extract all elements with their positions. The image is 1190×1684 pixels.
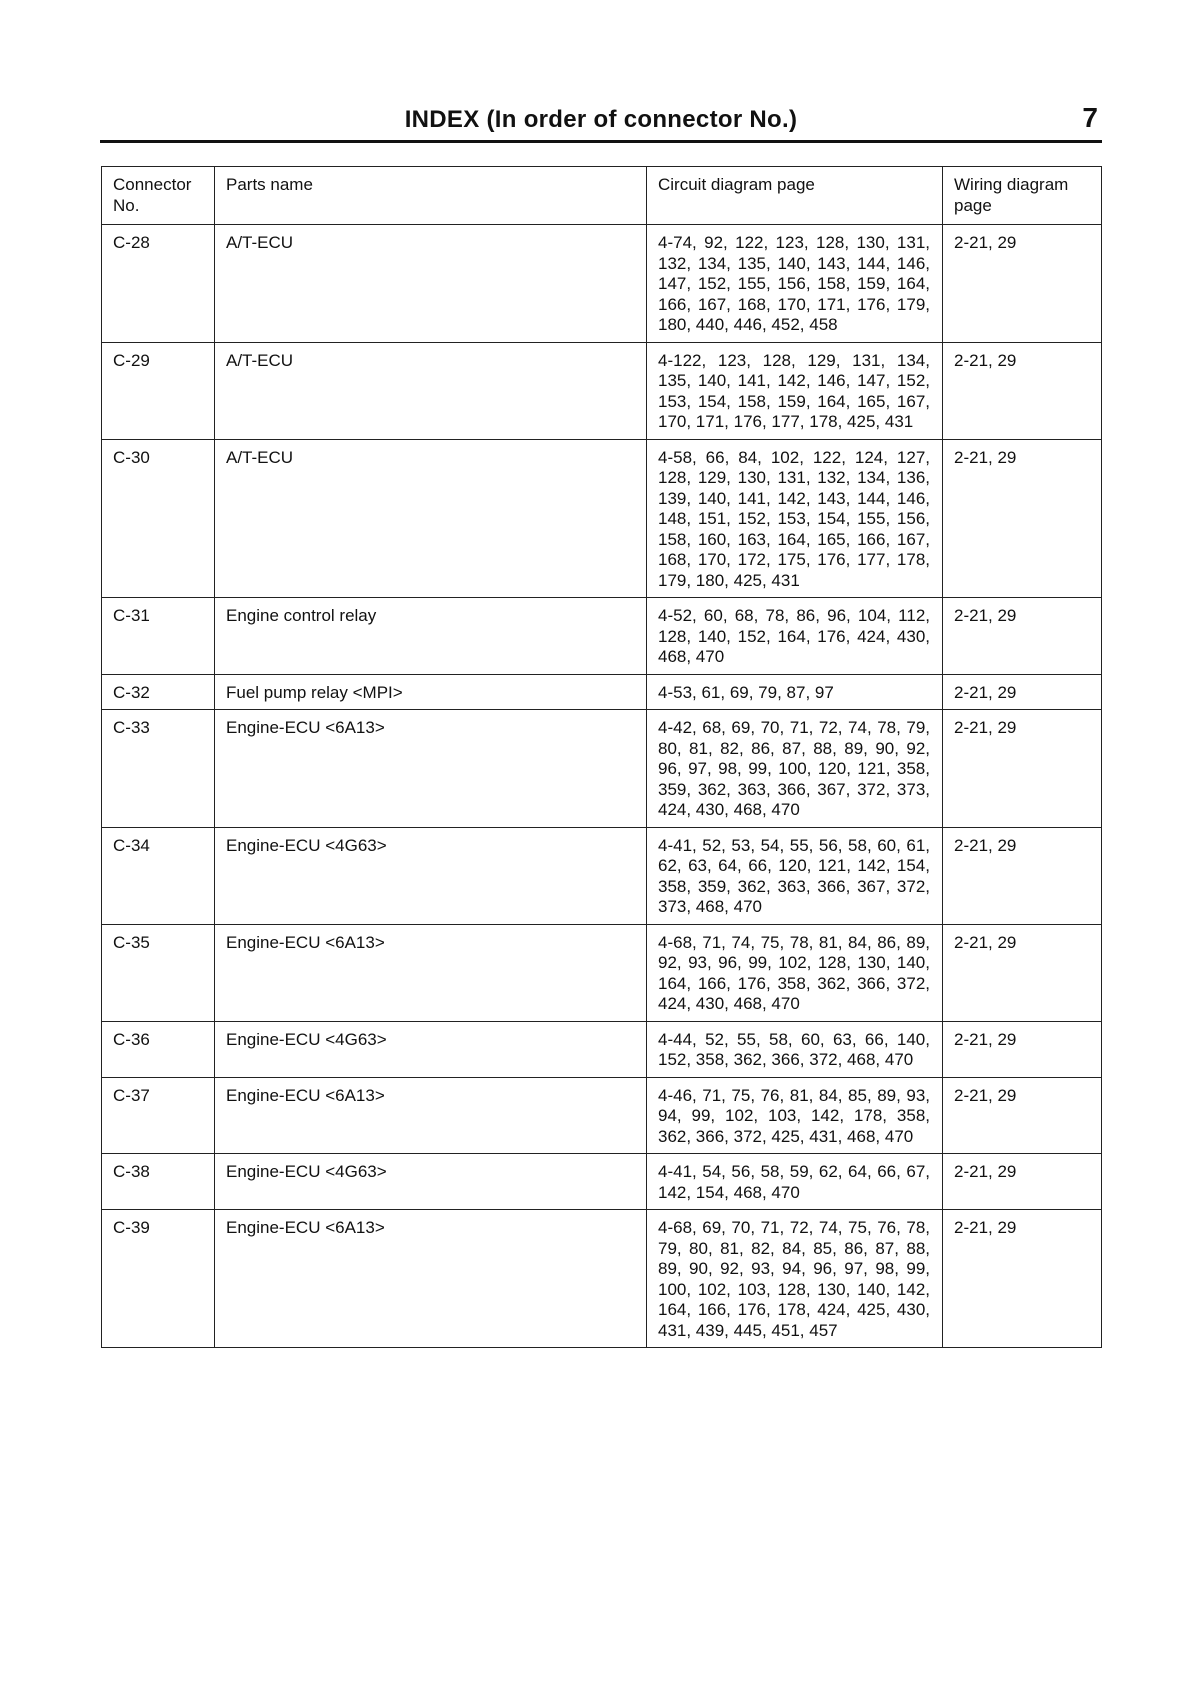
circuit-page-cell: 4-41, 54, 56, 58, 59, 62, 64, 66, 67, 142, 154, 468, 470 <box>647 1154 943 1210</box>
wiring-page-cell: 2-21, 29 <box>943 225 1102 343</box>
page-header <box>100 100 1102 143</box>
connector-cell: C-33 <box>102 710 215 828</box>
parts-name-cell: A/T-ECU <box>215 342 647 439</box>
wiring-page-cell: 2-21, 29 <box>943 1154 1102 1210</box>
circuit-page-cell: 4-44, 52, 55, 58, 60, 63, 66, 140, 152, 358, 362, 366, 372, 468, 470 <box>647 1021 943 1077</box>
wiring-page-cell: 2-21, 29 <box>943 1021 1102 1077</box>
connector-cell: C-28 <box>102 225 215 343</box>
parts-name-cell: Engine-ECU <4G63> <box>215 827 647 924</box>
parts-name-cell: Engine-ECU <6A13> <box>215 1210 647 1348</box>
parts-name-cell: Fuel pump relay <MPI> <box>215 674 647 710</box>
wiring-page-cell: 2-21, 29 <box>943 342 1102 439</box>
connector-cell: C-39 <box>102 1210 215 1348</box>
connector-cell: C-31 <box>102 598 215 675</box>
wiring-page-cell: 2-21, 29 <box>943 598 1102 675</box>
wiring-page-cell: 2-21, 29 <box>943 710 1102 828</box>
circuit-page-cell: 4-53, 61, 69, 79, 87, 97 <box>647 674 943 710</box>
table-row <box>102 1077 1102 1154</box>
connector-cell: C-30 <box>102 439 215 598</box>
column-header-parts-name: Parts name <box>215 167 647 225</box>
wiring-page-cell: 2-21, 29 <box>943 1210 1102 1348</box>
wiring-page-cell: 2-21, 29 <box>943 674 1102 710</box>
connector-cell: C-32 <box>102 674 215 710</box>
column-header-wiring-page: Wiring diagram page <box>943 167 1102 225</box>
connector-cell: C-34 <box>102 827 215 924</box>
connector-cell: C-35 <box>102 924 215 1021</box>
table-row <box>102 827 1102 924</box>
wiring-page-cell: 2-21, 29 <box>943 924 1102 1021</box>
table-row <box>102 1021 1102 1077</box>
table-row <box>102 225 1102 343</box>
circuit-page-cell: 4-122, 123, 128, 129, 131, 134, 135, 140, 141, 142, 146, 147, 152, 153, 154, 158, 159, 164, 165, 167, 170, 171, 176, 177, 178, 425, 431 <box>647 342 943 439</box>
parts-name-cell: A/T-ECU <box>215 439 647 598</box>
column-header-connector: Connector No. <box>102 167 215 225</box>
page-number: 7 <box>1082 102 1098 133</box>
parts-name-cell: Engine-ECU <4G63> <box>215 1021 647 1077</box>
connector-cell: C-37 <box>102 1077 215 1154</box>
table-row <box>102 674 1102 710</box>
parts-name-cell: A/T-ECU <box>215 225 647 343</box>
connector-cell: C-36 <box>102 1021 215 1077</box>
parts-name-cell: Engine-ECU <6A13> <box>215 1077 647 1154</box>
table-row <box>102 710 1102 828</box>
circuit-page-cell: 4-68, 71, 74, 75, 78, 81, 84, 86, 89, 92, 93, 96, 99, 102, 128, 130, 140, 164, 166, 176, 358, 362, 366, 372, 424, 430, 468, 470 <box>647 924 943 1021</box>
table-row <box>102 598 1102 675</box>
circuit-page-cell: 4-74, 92, 122, 123, 128, 130, 131, 132, 134, 135, 140, 143, 144, 146, 147, 152, 155, 156, 158, 159, 164, 166, 167, 168, 170, 171, 176, 179, 180, 440, 446, 452, 458 <box>647 225 943 343</box>
table-row <box>102 924 1102 1021</box>
circuit-page-cell: 4-58, 66, 84, 102, 122, 124, 127, 128, 129, 130, 131, 132, 134, 136, 139, 140, 141, 142, 143, 144, 146, 148, 151, 152, 153, 154, 155, 156, 158, 160, 163, 164, 165, 166, 167, 168, 170, 172, 175, 176, 177, 178, 179, 180, 425, 431 <box>647 439 943 598</box>
table-row <box>102 439 1102 598</box>
page-title: INDEX (In order of connector No.) <box>404 106 798 133</box>
circuit-page-cell: 4-41, 52, 53, 54, 55, 56, 58, 60, 61, 62, 63, 64, 66, 120, 121, 142, 154, 358, 359, 362, 363, 366, 367, 372, 373, 468, 470 <box>647 827 943 924</box>
wiring-page-cell: 2-21, 29 <box>943 439 1102 598</box>
parts-name-cell: Engine-ECU <4G63> <box>215 1154 647 1210</box>
parts-name-cell: Engine-ECU <6A13> <box>215 924 647 1021</box>
circuit-page-cell: 4-42, 68, 69, 70, 71, 72, 74, 78, 79, 80, 81, 82, 86, 87, 88, 89, 90, 92, 96, 97, 98, 99, 100, 120, 121, 358, 359, 362, 363, 366, 367, 372, 373, 424, 430, 468, 470 <box>647 710 943 828</box>
parts-name-cell: Engine control relay <box>215 598 647 675</box>
table-row <box>102 342 1102 439</box>
wiring-page-cell: 2-21, 29 <box>943 1077 1102 1154</box>
connector-index-table <box>101 166 1102 1348</box>
parts-name-cell: Engine-ECU <6A13> <box>215 710 647 828</box>
wiring-page-cell: 2-21, 29 <box>943 827 1102 924</box>
table-row <box>102 1154 1102 1210</box>
connector-cell: C-29 <box>102 342 215 439</box>
column-header-circuit-page: Circuit diagram page <box>647 167 943 225</box>
connector-cell: C-38 <box>102 1154 215 1210</box>
circuit-page-cell: 4-68, 69, 70, 71, 72, 74, 75, 76, 78, 79, 80, 81, 82, 84, 85, 86, 87, 88, 89, 90, 92, 93, 94, 96, 97, 98, 99, 100, 102, 103, 128, 130, 140, 142, 164, 166, 176, 178, 424, 425, 430, 431, 439, 445, 451, 457 <box>647 1210 943 1348</box>
circuit-page-cell: 4-46, 71, 75, 76, 81, 84, 85, 89, 93, 94, 99, 102, 103, 142, 178, 358, 362, 366, 372, 425, 431, 468, 470 <box>647 1077 943 1154</box>
circuit-page-cell: 4-52, 60, 68, 78, 86, 96, 104, 112, 128, 140, 152, 164, 176, 424, 430, 468, 470 <box>647 598 943 675</box>
table-row <box>102 1210 1102 1348</box>
table-header-row <box>102 167 1102 225</box>
